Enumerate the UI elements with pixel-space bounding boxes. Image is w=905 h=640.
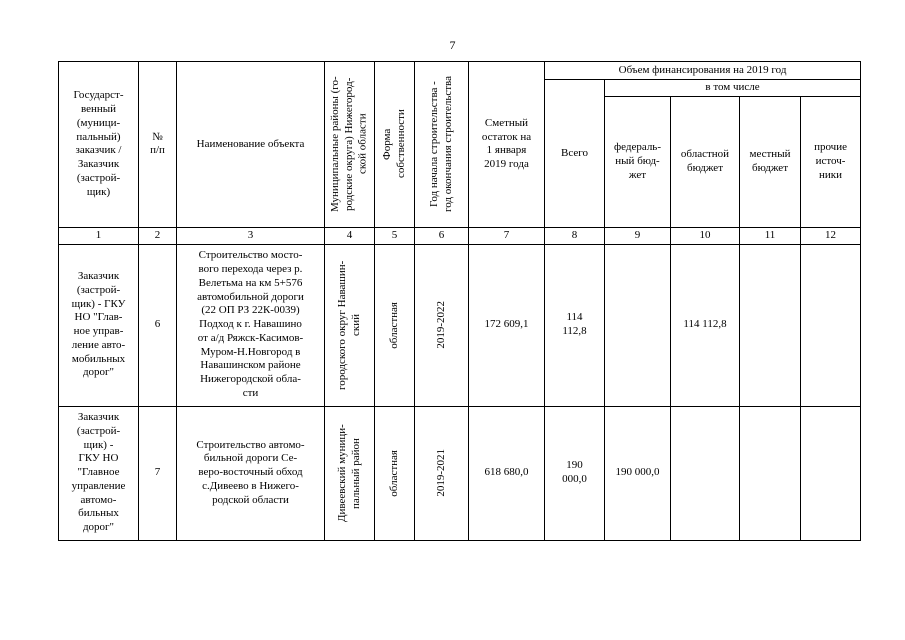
row-district: Дивеевский муници- пальный район bbox=[325, 406, 375, 540]
header-districts: Муниципальные районы (го- родские округа) Нижегород- ской области bbox=[325, 62, 375, 228]
column-number: 12 bbox=[801, 227, 861, 244]
header-other: прочие источ- ники bbox=[801, 96, 861, 227]
table-row bbox=[59, 406, 861, 540]
column-number: 7 bbox=[469, 227, 545, 244]
row-num: 6 bbox=[139, 244, 177, 406]
row-customer: Заказчик (застрой- щик) - ГКУ НО "Главное управление автомо- бильных дорог" bbox=[59, 406, 139, 540]
row-total: 190 000,0 bbox=[545, 406, 605, 540]
header-years: Год начала строительства - год окончания строительства bbox=[415, 62, 469, 228]
row-other bbox=[801, 406, 861, 540]
row-local bbox=[740, 244, 801, 406]
row-object: Строительство автомо- бильной дороги Се- веро-восточный обход с.Дивеево в Нижего- родской области bbox=[177, 406, 325, 540]
header-funding-group: Объем финансирования на 2019 год bbox=[545, 62, 861, 80]
header-local: местный бюджет bbox=[740, 96, 801, 227]
row-years: 2019-2021 bbox=[415, 406, 469, 540]
row-district: городского округ Навашин- ский bbox=[325, 244, 375, 406]
row-ownership: областная bbox=[375, 406, 415, 540]
row-local bbox=[740, 406, 801, 540]
column-number: 8 bbox=[545, 227, 605, 244]
page-number: 7 bbox=[449, 38, 456, 52]
column-number-row bbox=[59, 227, 861, 244]
row-years: 2019-2022 bbox=[415, 244, 469, 406]
column-number: 11 bbox=[740, 227, 801, 244]
column-number: 5 bbox=[375, 227, 415, 244]
column-number: 1 bbox=[59, 227, 139, 244]
header-customer: Государст- венный (муници- пальный) заказчик / Заказчик (застрой- щик) bbox=[59, 62, 139, 228]
header-balance: Сметный остаток на 1 января 2019 года bbox=[469, 62, 545, 228]
header-object: Наименование объекта bbox=[177, 62, 325, 228]
row-regional: 114 112,8 bbox=[671, 244, 740, 406]
table-row bbox=[59, 244, 861, 406]
row-ownership: областная bbox=[375, 244, 415, 406]
header-federal: федераль- ный бюд- жет bbox=[605, 96, 671, 227]
row-federal bbox=[605, 244, 671, 406]
row-other bbox=[801, 244, 861, 406]
row-regional bbox=[671, 406, 740, 540]
column-number: 9 bbox=[605, 227, 671, 244]
row-balance: 172 609,1 bbox=[469, 244, 545, 406]
header-num: № п/п bbox=[139, 62, 177, 228]
row-num: 7 bbox=[139, 406, 177, 540]
header-regional: областной бюджет bbox=[671, 96, 740, 227]
row-total: 114 112,8 bbox=[545, 244, 605, 406]
column-number: 3 bbox=[177, 227, 325, 244]
column-number: 6 bbox=[415, 227, 469, 244]
header-including: в том числе bbox=[605, 80, 861, 97]
investment-table bbox=[58, 61, 861, 541]
row-federal: 190 000,0 bbox=[605, 406, 671, 540]
row-balance: 618 680,0 bbox=[469, 406, 545, 540]
column-number: 2 bbox=[139, 227, 177, 244]
column-number: 10 bbox=[671, 227, 740, 244]
column-number: 4 bbox=[325, 227, 375, 244]
header-ownership: Форма собственности bbox=[375, 62, 415, 228]
row-customer: Заказчик (застрой- щик) - ГКУ НО "Глав- ное управ- ление авто- мобильных дорог" bbox=[59, 244, 139, 406]
header-total: Всего bbox=[545, 80, 605, 228]
row-object: Строительство мосто- вого перехода через р. Велетьма на км 5+576 автомобильной дороги (22 ОП РЗ 22К-0039) Подход к г. Навашино от а/д Ряжск-Касимов- Муром-Н.Новгород в Навашинском районе Нижегородской обла- сти bbox=[177, 244, 325, 406]
